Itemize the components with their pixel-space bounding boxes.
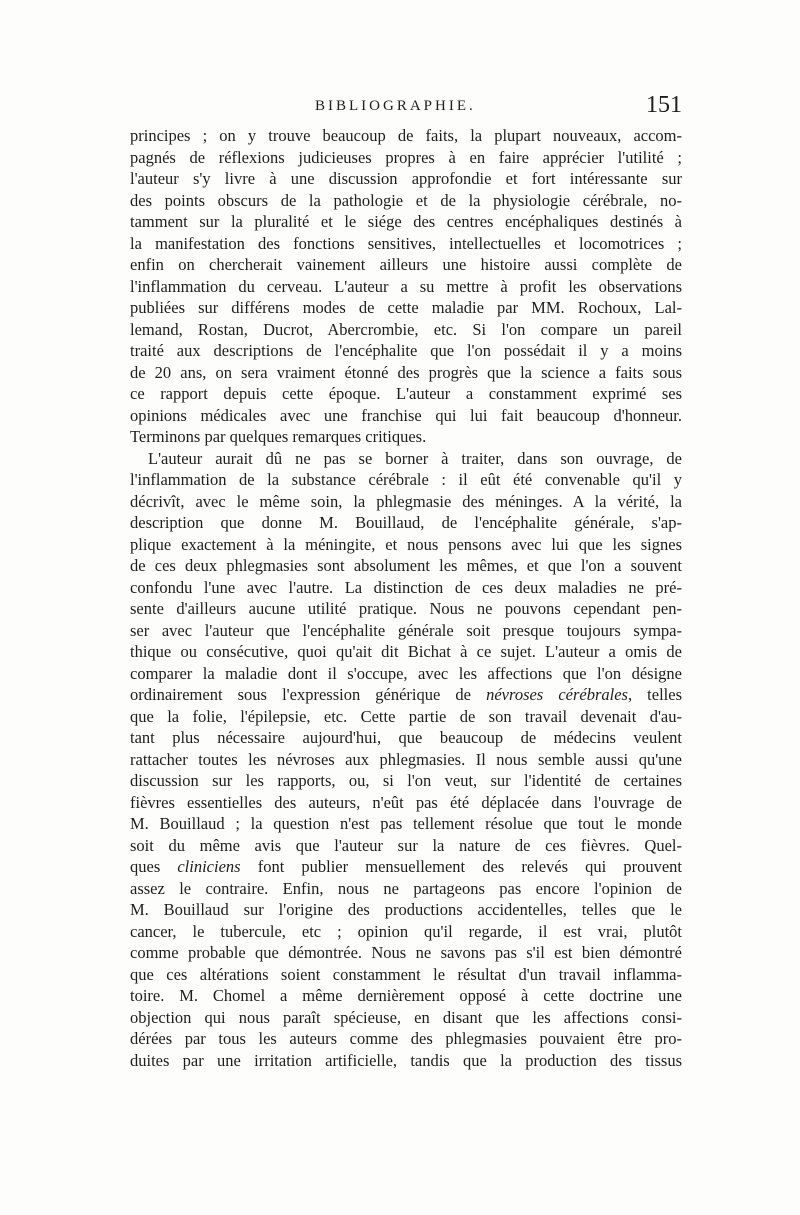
text-line: tant plus nécessaire aujourd'hui, que beaucoup de médecins veulent [130, 728, 682, 747]
text-line: opinions médicales avec une franchise qui lui fait beaucoup d'honneur. [130, 405, 682, 425]
text-line: pagnés de réflexions judicieuses propres à en faire apprécier l'utilité ; [130, 147, 682, 167]
text-line: l'auteur s'y livre à une discussion approfondie et fort intéressante sur [130, 169, 682, 188]
text-line: rattacher toutes les névroses aux phlegmasies. Il nous semble aussi qu'une [130, 749, 682, 769]
text-line: comme probable que démontrée. Nous ne savons pas s'il est bien démontré [130, 943, 682, 962]
text-fragment: , telles [627, 685, 683, 704]
text-line: enfin on chercherait vainement ailleurs une histoire aussi complète de [130, 255, 682, 274]
text-line: toire. M. Chomel a même dernièrement opposé à cette doctrine une [130, 986, 682, 1005]
text-line: que la folie, l'épilepsie, etc. Cette partie de son travail devenait d'au- [130, 706, 682, 726]
paragraph-2 [130, 448, 682, 1072]
text-line: des points obscurs de la pathologie et de la physiologie cérébrale, no- [130, 190, 682, 210]
text-line: Terminons par quelques remarques critiques. [130, 427, 427, 446]
text-line: M. Bouillaud ; la question n'est pas tellement résolue que tout le monde [130, 814, 682, 833]
text-line: comparer la maladie dont il s'occupe, avec les affections que l'on désigne [130, 663, 682, 683]
italic-term: cliniciens [177, 857, 241, 876]
text-line: principes ; on y trouve beaucoup de faits, la plupart nouveaux, accom- [130, 126, 682, 145]
body-text [130, 125, 682, 1071]
text-line: fièvres essentielles des auteurs, n'eût pas été déplacée dans l'ouvrage de [130, 792, 682, 812]
text-line: l'inflammation du cerveau. L'auteur a su mettre à profit les observations [130, 276, 682, 296]
text-fragment: font publier mensuellement des relevés qui prouvent [240, 857, 682, 876]
text-fragment: ordinairement sous l'expression générique de [130, 685, 487, 704]
paragraph-1 [130, 125, 682, 448]
text-line: objection qui nous paraît spécieuse, en disant que les affections consi- [130, 1007, 682, 1027]
text-line: tamment sur la pluralité et le siége des centres encéphaliques destinés à [130, 212, 682, 231]
text-line: décrivît, avec le même soin, la phlegmasie des méninges. A la vérité, la [130, 491, 682, 511]
text-line: discussion sur les rapports, ou, si l'on veut, sur l'identité de certaines [130, 771, 682, 790]
text-line: la manifestation des fonctions sensitives, intellectuelles et locomotrices ; [130, 233, 682, 253]
text-line: duites par une irritation artificielle, tandis que la production des tissus [130, 1050, 682, 1070]
text-line: de 20 ans, on sera vraiment étonné des progrès que la science a faits sous [130, 362, 682, 382]
page-header [130, 92, 682, 120]
text-line: M. Bouillaud sur l'origine des productions accidentelles, telles que le [130, 900, 682, 919]
italic-term: névroses cérébrales [486, 685, 628, 704]
text-line: que ces altérations soient constamment le résultat d'un travail inflamma- [130, 964, 682, 984]
page-number: 151 [646, 92, 682, 118]
text-line: ser avec l'auteur que l'encéphalite générale soit presque toujours sympa- [130, 620, 682, 640]
text-line: thique ou consécutive, quoi qu'ait dit Bichat à ce sujet. L'auteur a omis de [130, 642, 682, 661]
text-line: plique exactement à la méningite, et nous pensons avec lui que les signes [130, 534, 682, 554]
running-title: BIBLIOGRAPHIE. [315, 98, 476, 114]
text-line: soit du même avis que l'auteur sur la nature de ces fièvres. Quel- [130, 835, 682, 855]
text-fragment: ques [130, 857, 178, 876]
text-line: L'auteur aurait dû ne pas se borner à traiter, dans son ouvrage, de [148, 448, 682, 468]
text-line: de ces deux phlegmasies sont absolument les mêmes, et que l'on a souvent [130, 556, 682, 575]
text-line: assez le contraire. Enfin, nous ne partageons pas encore l'opinion de [130, 878, 682, 898]
text-line [130, 856, 682, 878]
text-line [130, 684, 682, 706]
text-line: lemand, Rostan, Ducrot, Abercrombie, etc. Si l'on compare un pareil [130, 319, 682, 339]
text-line: publiées sur différens modes de cette maladie par MM. Rochoux, Lal- [130, 298, 682, 317]
text-line: cancer, le tubercule, etc ; opinion qu'il regarde, il est vrai, plutôt [130, 921, 682, 941]
text-line: description que donne M. Bouillaud, de l'encéphalite générale, s'ap- [130, 513, 682, 532]
text-line: l'inflammation de la substance cérébrale : il eût été convenable qu'il y [130, 470, 682, 489]
text-line: sente d'ailleurs aucune utilité pratique. Nous ne pouvons cependant pen- [130, 599, 682, 618]
text-line: ce rapport depuis cette époque. L'auteur a constamment exprimé ses [130, 384, 682, 403]
text-line: traité aux descriptions de l'encéphalite que l'on possédait il y a moins [130, 341, 682, 360]
text-line: dérées par tous les auteurs comme des phlegmasies pouvaient être pro- [130, 1029, 682, 1048]
text-line: confondu l'une avec l'autre. La distinction de ces deux maladies ne pré- [130, 577, 682, 597]
